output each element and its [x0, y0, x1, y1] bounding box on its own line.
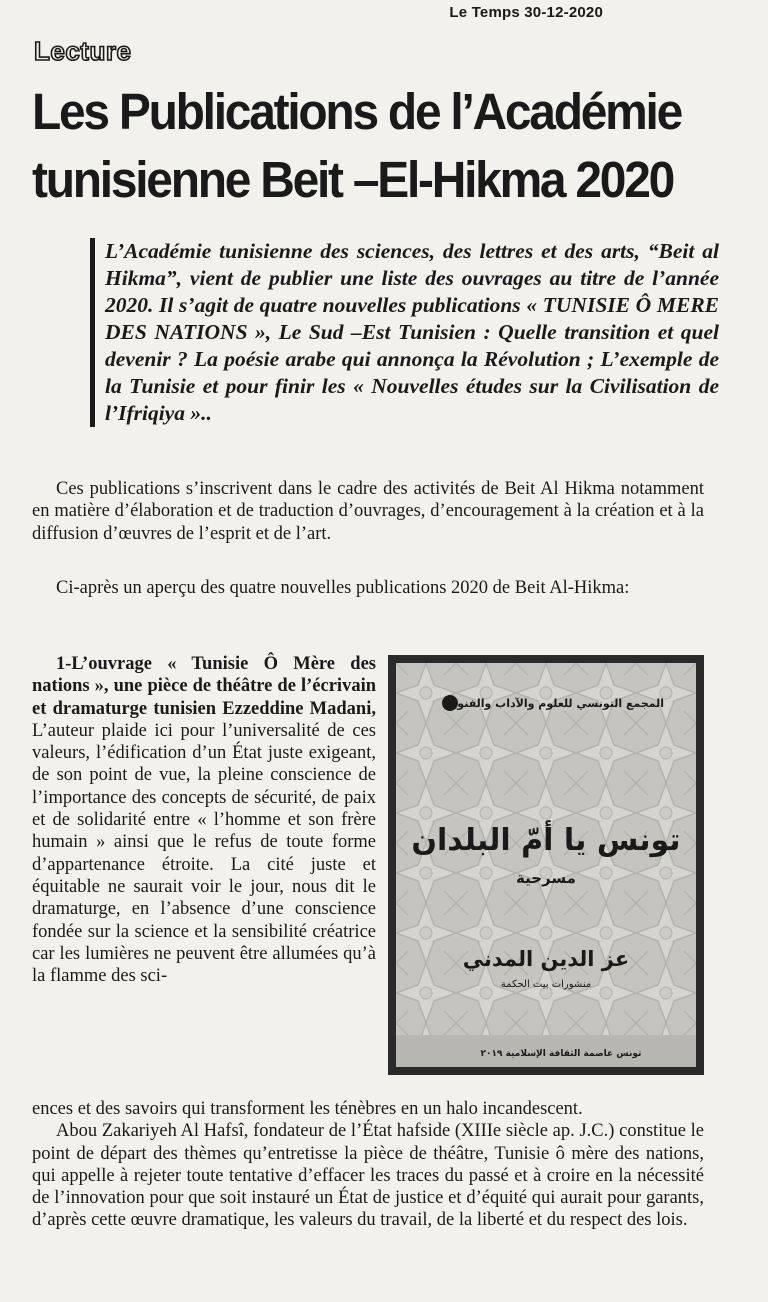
cover-title: تونس يا أمّ البلدان	[411, 823, 681, 858]
cover-bottom-band: تونس عاصمة الثقافة الإسلامية ٢٠١٩	[480, 1049, 642, 1059]
newspaper-source: Le Temps 30-12-2020	[449, 4, 603, 21]
lead-text: L’Académie tunisienne des sciences, des lettres et des arts, “Beit al Hikma”, vient de publier une liste des ouvrages au titre de l’année 2020. Il s’agit de quatre nouvelles publications « TUNISIE Ô MERE DES NATIONS », Le Sud –Est Tunisien : Quelle transition et quel devenir ? La poésie arabe qui annonça la Révolution ; L’exemple de la Tunisie et pour finir les « Nouvelles études sur la Civilisation de l’Ifriqiya »..	[105, 239, 719, 425]
geometric-pattern	[396, 663, 696, 1067]
cover-author: عز الدين المدني	[462, 947, 630, 971]
cover-series: منشورات بيت الحكمة	[500, 979, 592, 990]
cover-publisher: المجمع التونسي للعلوم والآداب والفنون	[447, 697, 665, 710]
paragraph-3-end: ences et des savoirs qui transforment les ténèbres en un halo incandescent.	[32, 1099, 583, 1119]
paragraph-3-column	[32, 653, 376, 987]
book-cover	[396, 663, 696, 1067]
book-cover-image	[388, 655, 704, 1075]
paragraph-3	[32, 653, 376, 987]
paragraph-4: Abou Zakariyeh Al Hafsî, fondateur de l’État hafside (XIIIe siècle ap. J.C.) constitue le point de départ des thèmes qu’entretisse la pièce de théâtre, Tunisie ô mère des nations, qui appelle à rejeter toute tentative d’effacer les traces du passé et à croire en la nécessité de l’innovation pour que soit instauré un État de justice et d’équité qui aurait pour garants, d’après cette œuvre dramatique, les valeurs du travail, de la liberté et du respect des lois.	[32, 1121, 704, 1231]
paragraph-3-body: L’auteur plaide ici pour l’universalité de ces valeurs, l’édification d’un État juste exigeant, de son point de vue, la pleine conscience de l’importance des concepts de sécurité, de paix et de solidarité entre « l’homme et son frère humain » ainsi que le refus de toute forme d’appartenance étroite. La cité juste et équitable ne saurait voir le jour, nous dit le dramaturge, en l’absence d’une conscience fondée sur la science et la sensibilité créatrice car les lumières ne peuvent être allumées qu’à la flamme des sci-	[32, 720, 376, 987]
cover-genre: مسرحية	[516, 869, 576, 887]
paragraph-2-text: Ci-après un aperçu des quatre nouvelles publications 2020 de Beit Al-Hikma:	[56, 578, 630, 598]
article-lead	[90, 238, 719, 427]
article-headline: Les Publications de l’Académie tunisienne Beit –El-Hikma 2020	[32, 83, 681, 208]
paragraph-1-text: Ces publications s’inscrivent dans le cadre des activités de Beit Al Hikma notamment en matière d’élaboration et de traduction d’ouvrages, d’encouragement à la création et à la diffusion d’œuvres de l’esprit et de l’art.	[32, 479, 704, 544]
paragraph-2	[32, 577, 704, 599]
paragraph-1	[32, 478, 704, 545]
paragraph-3-lead: 1-L’ouvrage « Tunisie Ô Mère des nations », une pièce de théâtre de l’écrivain et dramaturge tunisien Ezzeddine Madani,	[32, 654, 376, 719]
section-rubric: Lecture	[34, 36, 132, 66]
paragraph-continuation	[32, 1098, 704, 1232]
